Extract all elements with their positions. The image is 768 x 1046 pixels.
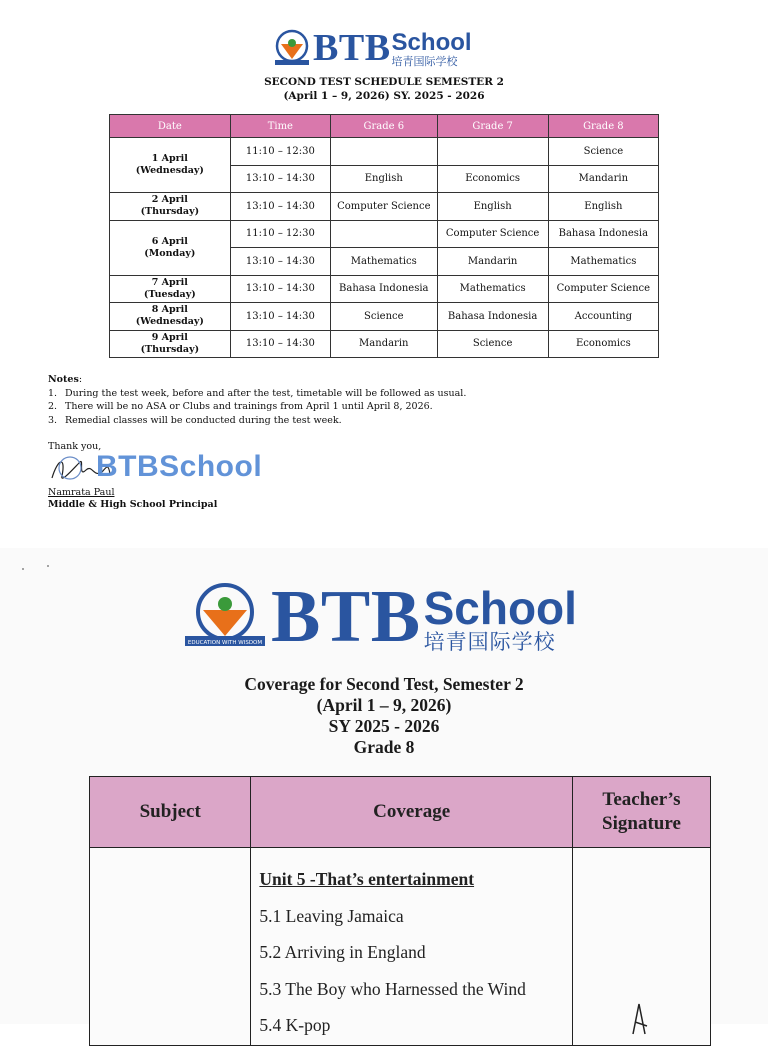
header-subject: Subject [90,777,251,848]
grade6-cell: Mathematics [331,248,438,276]
signature-cell [572,848,710,1046]
grade6-cell [331,220,438,248]
grade7-cell: Economics [437,165,548,193]
grade8-cell: Computer Science [548,275,658,303]
grade8-cell: Bahasa Indonesia [548,220,658,248]
note-item: 3. Remedial classes will be conducted during the test week. [48,414,342,426]
header-time: Time [230,115,330,138]
date-cell: 7 April (Tuesday) [110,275,231,303]
grade7-cell: Mandarin [437,248,548,276]
time-cell: 11:10 – 12:30 [230,220,330,248]
grade7-cell: English [437,193,548,221]
date-cell: 2 April (Thursday) [110,193,231,221]
time-cell: 13:10 – 14:30 [230,330,330,358]
grade8-cell: Mandarin [548,165,658,193]
header-grade6: Grade 6 [331,115,438,138]
list-item: 5.2 Arriving in England [259,942,426,962]
grade7-cell: Bahasa Indonesia [437,303,548,331]
table-row [110,138,659,166]
logo-brand: BTB [271,576,421,658]
coverage-year: SY 2025 - 2026 [328,716,440,736]
coverage-table [89,776,711,1046]
table-row [110,303,659,331]
school-logo-large [183,576,577,658]
logo-brand: BTB [313,27,391,69]
time-cell: 13:10 – 14:30 [230,193,330,221]
school-emblem-icon [183,580,267,654]
logo-chinese-name: 培青国际学校 [423,630,556,654]
coverage-dates: (April 1 – 9, 2026) [316,695,452,715]
grade6-cell: Bahasa Indonesia [331,275,438,303]
school-logo [271,28,472,68]
grade6-cell: Science [331,303,438,331]
list-item: 5.4 K-pop [259,1015,331,1035]
page-gap [0,528,768,548]
note-item: 2. There will be no ASA or Clubs and trainings from April 1 until April 8, 2026. [48,401,433,412]
grade6-cell [331,138,438,166]
teacher-signature-mark [625,998,655,1038]
grade7-cell: Science [437,330,548,358]
school-emblem-icon [271,28,313,68]
list-item: 5.3 The Boy who Harnessed the Wind [259,978,526,999]
time-cell: 13:10 – 14:30 [230,248,330,276]
header-date: Date [110,115,231,138]
table-row [110,220,659,248]
schedule-header-row [110,115,659,138]
date-cell: 6 April (Monday) [110,220,231,275]
grade6-cell: Mandarin [331,330,438,358]
coverage-grade: Grade 8 [353,737,415,757]
principal-role: Middle & High School Principal [48,499,218,510]
grade6-cell: Computer Science [331,193,438,221]
thanks-text: Thank you, [48,441,102,452]
svg-text:EDUCATION WITH WISDOM: EDUCATION WITH WISDOM [187,640,263,646]
date-cell: 1 April (Wednesday) [110,138,231,193]
grade8-cell: Mathematics [548,248,658,276]
grade7-cell: Computer Science [437,220,548,248]
coverage-title: Coverage for Second Test, Semester 2 [244,674,524,694]
grade7-cell [437,138,548,166]
logo-school: School [423,582,577,634]
header-grade8: Grade 8 [548,115,658,138]
grade7-cell: Mathematics [437,275,548,303]
time-cell: 13:10 – 14:30 [230,165,330,193]
signature-watermark-logo: BTBSchool [96,450,263,483]
schedule-subtitle: (April 1 – 9, 2026) SY. 2025 - 2026 [283,90,485,102]
coverage-cell [251,848,573,1046]
header-grade7: Grade 7 [437,115,548,138]
grade8-cell: Economics [548,330,658,358]
schedule-title: SECOND TEST SCHEDULE SEMESTER 2 [264,76,504,88]
notes-header: Notes [48,374,79,385]
grade8-cell: Accounting [548,303,658,331]
header-teacher-signature: Teacher’s Signature [572,777,710,848]
unit-heading: Unit 5 -That’s entertainment [259,869,475,889]
grade6-cell: English [331,165,438,193]
coverage-header-row [90,777,711,848]
date-cell: 9 April (Thursday) [110,330,231,358]
list-item: 5.1 Leaving Jamaica [259,905,404,926]
logo-school: School [391,29,472,56]
subject-cell [90,848,251,1046]
scan-speck [47,565,49,567]
signature-block [48,448,288,488]
grade8-cell: English [548,193,658,221]
time-cell: 11:10 – 12:30 [230,138,330,166]
grade8-cell: Science [548,138,658,166]
note-item: 1. During the test week, before and after the test, timetable will be followed as usual. [48,387,467,399]
header-coverage: Coverage [251,777,573,848]
time-cell: 13:10 – 14:30 [230,275,330,303]
table-row [110,330,659,358]
scan-speck [22,568,24,570]
table-row [90,848,711,1046]
time-cell: 13:10 – 14:30 [230,303,330,331]
table-row [110,193,659,221]
date-cell: 8 April (Wednesday) [110,303,231,331]
notes-section: Notes: 1. During the test week, before and after the test, timetable will be followed as usual. 2. There will be no ASA or Clubs and trainings from April 1 until April 8, 2026. 3. Remedial classes will be conducted during the test week. [48,374,467,426]
logo-chinese-name: 培青国际学校 [391,55,458,68]
schedule-table [109,114,659,358]
table-row [110,275,659,303]
principal-name: Namrata Paul [48,487,115,498]
